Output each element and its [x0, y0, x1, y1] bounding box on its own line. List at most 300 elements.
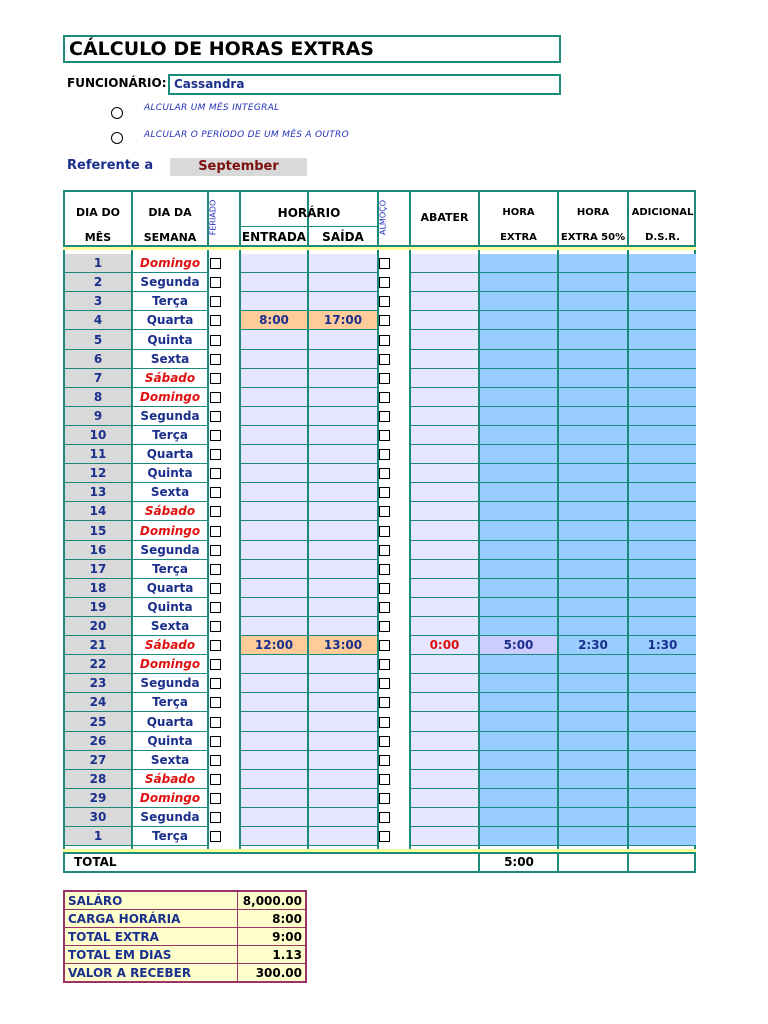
saida-cell[interactable] [309, 751, 377, 770]
entrada-cell[interactable] [241, 617, 307, 636]
dsr-cell [629, 674, 696, 693]
abater-cell[interactable] [411, 541, 478, 560]
entrada-cell[interactable] [241, 502, 307, 521]
day-of-month: 5 [65, 330, 131, 350]
summary-row [64, 891, 306, 910]
dsr-cell [629, 445, 696, 464]
header-hora-extra-2: EXTRA [500, 232, 537, 243]
entrada-cell[interactable] [241, 827, 307, 846]
day-of-month: 23 [65, 674, 131, 693]
hora-extra-cell [480, 560, 557, 579]
saida-cell[interactable] [309, 464, 377, 483]
weekday: Domingo [133, 521, 207, 541]
feriado-checkbox[interactable] [210, 583, 221, 594]
feriado-checkbox[interactable] [210, 545, 221, 556]
feriado-checkbox[interactable] [210, 526, 221, 537]
entrada-cell[interactable] [241, 674, 307, 693]
almoco-checkbox[interactable] [379, 564, 390, 575]
header-dia-semana-2: SEMANA [143, 231, 197, 244]
summary-value: 300.00 [238, 964, 307, 983]
abater-cell[interactable] [411, 388, 478, 407]
almoco-checkbox[interactable] [379, 697, 390, 708]
feriado-checkbox[interactable] [210, 640, 221, 651]
saida-cell[interactable] [309, 330, 377, 350]
abater-cell[interactable] [411, 617, 478, 636]
dsr-cell [629, 655, 696, 674]
extra50-cell [559, 674, 627, 693]
saida-cell[interactable] [309, 827, 377, 846]
abater-cell[interactable]: 0:00 [411, 636, 478, 655]
feriado-checkbox[interactable] [210, 449, 221, 460]
dsr-cell [629, 579, 696, 598]
summary-row [64, 928, 306, 946]
abater-cell[interactable] [411, 674, 478, 693]
radio-month-period[interactable] [111, 132, 123, 144]
saida-cell[interactable] [309, 521, 377, 541]
saida-cell[interactable] [309, 483, 377, 502]
saida-cell[interactable] [309, 502, 377, 521]
day-of-month: 10 [65, 426, 131, 445]
almoco-checkbox[interactable] [379, 354, 390, 365]
hora-extra-cell [480, 445, 557, 464]
extra50-cell [559, 445, 627, 464]
summary-value: 8:00 [238, 910, 307, 928]
hora-extra-cell [480, 273, 557, 292]
almoco-checkbox[interactable] [379, 430, 390, 441]
almoco-checkbox[interactable] [379, 277, 390, 288]
weekday: Sexta [133, 483, 207, 502]
entrada-cell[interactable] [241, 789, 307, 808]
almoco-checkbox[interactable] [379, 468, 390, 479]
abater-cell[interactable] [411, 350, 478, 369]
almoco-checkbox[interactable] [379, 545, 390, 556]
weekday: Domingo [133, 655, 207, 674]
abater-cell[interactable] [411, 827, 478, 846]
abater-cell[interactable] [411, 712, 478, 732]
feriado-checkbox[interactable] [210, 697, 221, 708]
hora-extra-cell: 5:00 [480, 636, 557, 655]
almoco-checkbox[interactable] [379, 755, 390, 766]
day-of-month: 15 [65, 521, 131, 541]
summary-label: TOTAL EM DIAS [64, 946, 238, 964]
day-of-month: 13 [65, 483, 131, 502]
extra50-cell [559, 483, 627, 502]
header-dia-mes-2: MÊS [84, 231, 112, 244]
extra50-cell [559, 732, 627, 751]
abater-cell[interactable] [411, 789, 478, 808]
almoco-checkbox[interactable] [379, 583, 390, 594]
feriado-checkbox[interactable] [210, 812, 221, 823]
saida-cell[interactable] [309, 712, 377, 732]
almoco-checkbox[interactable] [379, 793, 390, 804]
entrada-cell[interactable] [241, 751, 307, 770]
extra50-cell [559, 617, 627, 636]
abater-cell[interactable] [411, 560, 478, 579]
saida-cell[interactable] [309, 407, 377, 426]
hora-extra-cell [480, 388, 557, 407]
almoco-checkbox[interactable] [379, 678, 390, 689]
saida-cell[interactable] [309, 254, 377, 273]
weekday: Domingo [133, 789, 207, 808]
weekday: Quinta [133, 464, 207, 483]
entrada-cell[interactable]: 8:00 [241, 311, 307, 330]
feriado-checkbox[interactable] [210, 717, 221, 728]
summary-label: SALÁRO [64, 891, 238, 910]
feriado-checkbox[interactable] [210, 411, 221, 422]
extra50-cell [559, 751, 627, 770]
hora-extra-cell [480, 502, 557, 521]
day-of-month: 2 [65, 273, 131, 292]
abater-cell[interactable] [411, 579, 478, 598]
total-hora-extra: 5:00 [504, 855, 534, 869]
extra50-cell [559, 273, 627, 292]
saida-cell[interactable] [309, 732, 377, 751]
abater-cell[interactable] [411, 751, 478, 770]
dsr-cell [629, 388, 696, 407]
dsr-cell [629, 732, 696, 751]
almoco-checkbox[interactable] [379, 736, 390, 747]
extra50-cell [559, 464, 627, 483]
saida-cell[interactable]: 17:00 [309, 311, 377, 330]
feriado-checkbox[interactable] [210, 755, 221, 766]
day-of-month: 20 [65, 617, 131, 636]
abater-cell[interactable] [411, 598, 478, 617]
almoco-checkbox[interactable] [379, 831, 390, 842]
entrada-cell[interactable] [241, 655, 307, 674]
almoco-checkbox[interactable] [379, 717, 390, 728]
saida-cell[interactable] [309, 674, 377, 693]
entrada-cell[interactable]: 12:00 [241, 636, 307, 655]
dsr-cell: 1:30 [629, 636, 696, 655]
feriado-checkbox[interactable] [210, 392, 221, 403]
dsr-cell [629, 693, 696, 712]
hora-extra-cell [480, 808, 557, 827]
extra50-cell [559, 521, 627, 541]
abater-cell[interactable] [411, 330, 478, 350]
saida-cell[interactable] [309, 693, 377, 712]
dsr-cell [629, 292, 696, 311]
hora-extra-cell [480, 426, 557, 445]
abater-cell[interactable] [411, 254, 478, 273]
summary-table [63, 890, 307, 983]
day-of-month: 1 [65, 827, 131, 846]
entrada-cell[interactable] [241, 292, 307, 311]
summary-row [64, 964, 306, 983]
header-hora-extra-1: HORA [502, 207, 535, 218]
day-of-month: 17 [65, 560, 131, 579]
dsr-cell [629, 521, 696, 541]
weekday: Domingo [133, 254, 207, 273]
extra50-cell [559, 655, 627, 674]
dsr-cell [629, 770, 696, 789]
feriado-checkbox[interactable] [210, 736, 221, 747]
feriado-checkbox[interactable] [210, 277, 221, 288]
abater-cell[interactable] [411, 655, 478, 674]
total-label: TOTAL [74, 855, 117, 869]
header-feriado: FERIADO [208, 199, 218, 236]
hora-extra-cell [480, 789, 557, 808]
entrada-cell[interactable] [241, 579, 307, 598]
almoco-checkbox[interactable] [379, 621, 390, 632]
dsr-cell [629, 330, 696, 350]
almoco-checkbox[interactable] [379, 640, 390, 651]
total-divider [557, 852, 559, 873]
weekday: Terça [133, 693, 207, 712]
header-extra50-1: HORA [576, 207, 610, 218]
header-dia-semana-1: DIA DA [148, 206, 192, 219]
radio-month-integral[interactable] [111, 107, 123, 119]
feriado-checkbox[interactable] [210, 659, 221, 670]
entrada-cell[interactable] [241, 598, 307, 617]
referente-month-field[interactable] [170, 158, 307, 176]
saida-cell[interactable] [309, 655, 377, 674]
hora-extra-cell [480, 598, 557, 617]
hora-extra-cell [480, 330, 557, 350]
dsr-cell [629, 311, 696, 330]
abater-cell[interactable] [411, 464, 478, 483]
saida-cell[interactable] [309, 388, 377, 407]
dsr-cell [629, 464, 696, 483]
saida-cell[interactable] [309, 789, 377, 808]
hora-extra-cell [480, 579, 557, 598]
entrada-cell[interactable] [241, 732, 307, 751]
hora-extra-cell [480, 407, 557, 426]
hora-extra-cell [480, 483, 557, 502]
almoco-checkbox[interactable] [379, 774, 390, 785]
saida-cell[interactable] [309, 292, 377, 311]
header-horario: HORÁRIO [277, 206, 341, 220]
abater-cell[interactable] [411, 407, 478, 426]
summary-row [64, 910, 306, 928]
dsr-cell [629, 789, 696, 808]
entrada-cell[interactable] [241, 388, 307, 407]
saida-cell[interactable] [309, 770, 377, 789]
entrada-cell[interactable] [241, 464, 307, 483]
hora-extra-cell [480, 827, 557, 846]
funcionario-value: Cassandra [174, 77, 245, 91]
feriado-checkbox[interactable] [210, 468, 221, 479]
feriado-checkbox[interactable] [210, 373, 221, 384]
almoco-checkbox[interactable] [379, 526, 390, 537]
dsr-cell [629, 712, 696, 732]
header-entrada: ENTRADA [241, 230, 307, 244]
extra50-cell: 2:30 [559, 636, 627, 655]
entrada-cell[interactable] [241, 483, 307, 502]
extra50-cell [559, 292, 627, 311]
summary-label: CARGA HORÁRIA [64, 910, 238, 928]
weekday: Terça [133, 560, 207, 579]
entrada-cell[interactable] [241, 693, 307, 712]
saida-cell[interactable] [309, 445, 377, 464]
day-of-month: 21 [65, 636, 131, 655]
dsr-cell [629, 751, 696, 770]
weekday: Sábado [133, 636, 207, 655]
hora-extra-cell [480, 712, 557, 732]
abater-cell[interactable] [411, 521, 478, 541]
hora-extra-cell [480, 751, 557, 770]
feriado-checkbox[interactable] [210, 430, 221, 441]
weekday: Domingo [133, 388, 207, 407]
extra50-cell [559, 541, 627, 560]
option-month-period-label: ALCULAR O PERÍODO DE UM MÊS A OUTRO [144, 130, 349, 140]
entrada-cell[interactable] [241, 808, 307, 827]
day-of-month: 27 [65, 751, 131, 770]
weekday: Sexta [133, 350, 207, 369]
entrada-cell[interactable] [241, 407, 307, 426]
day-of-month: 8 [65, 388, 131, 407]
almoco-checkbox[interactable] [379, 506, 390, 517]
saida-cell[interactable] [309, 426, 377, 445]
almoco-checkbox[interactable] [379, 659, 390, 670]
saida-cell[interactable] [309, 808, 377, 827]
hora-extra-cell [480, 464, 557, 483]
almoco-checkbox[interactable] [379, 315, 390, 326]
abater-cell[interactable] [411, 369, 478, 388]
funcionario-field[interactable] [168, 74, 561, 95]
weekday: Terça [133, 292, 207, 311]
feriado-checkbox[interactable] [210, 258, 221, 269]
hora-extra-cell [480, 254, 557, 273]
dsr-cell [629, 808, 696, 827]
saida-cell[interactable] [309, 369, 377, 388]
extra50-cell [559, 254, 627, 273]
abater-cell[interactable] [411, 273, 478, 292]
day-of-month: 26 [65, 732, 131, 751]
abater-cell[interactable] [411, 808, 478, 827]
entrada-cell[interactable] [241, 712, 307, 732]
weekday: Terça [133, 426, 207, 445]
weekday: Quinta [133, 598, 207, 617]
entrada-cell[interactable] [241, 426, 307, 445]
saida-cell[interactable] [309, 273, 377, 292]
weekday: Sábado [133, 770, 207, 789]
dsr-cell [629, 254, 696, 273]
entrada-cell[interactable] [241, 445, 307, 464]
weekday: Sábado [133, 502, 207, 521]
abater-cell[interactable] [411, 445, 478, 464]
header-almoco: ALMOÇO [378, 200, 388, 236]
abater-cell[interactable] [411, 770, 478, 789]
saida-cell[interactable]: 13:00 [309, 636, 377, 655]
entrada-cell[interactable] [241, 369, 307, 388]
almoco-checkbox[interactable] [379, 392, 390, 403]
extra50-cell [559, 789, 627, 808]
almoco-checkbox[interactable] [379, 487, 390, 498]
almoco-checkbox[interactable] [379, 258, 390, 269]
hora-extra-cell [480, 541, 557, 560]
extra50-cell [559, 770, 627, 789]
feriado-checkbox[interactable] [210, 793, 221, 804]
feriado-checkbox[interactable] [210, 506, 221, 517]
extra50-cell [559, 560, 627, 579]
weekday: Sábado [133, 369, 207, 388]
feriado-checkbox[interactable] [210, 315, 221, 326]
feriado-checkbox[interactable] [210, 602, 221, 613]
hora-extra-cell [480, 311, 557, 330]
day-of-month: 1 [65, 254, 131, 273]
entrada-cell[interactable] [241, 560, 307, 579]
almoco-checkbox[interactable] [379, 373, 390, 384]
almoco-checkbox[interactable] [379, 449, 390, 460]
weekday: Segunda [133, 407, 207, 426]
extra50-cell [559, 330, 627, 350]
extra50-cell [559, 579, 627, 598]
almoco-checkbox[interactable] [379, 411, 390, 422]
entrada-cell[interactable] [241, 254, 307, 273]
total-divider [627, 852, 629, 873]
feriado-checkbox[interactable] [210, 354, 221, 365]
abater-cell[interactable] [411, 732, 478, 751]
day-of-month: 29 [65, 789, 131, 808]
horario-divider [239, 226, 377, 227]
almoco-checkbox[interactable] [379, 335, 390, 346]
dsr-cell [629, 426, 696, 445]
weekday: Segunda [133, 674, 207, 693]
dsr-cell [629, 541, 696, 560]
dsr-cell [629, 560, 696, 579]
abater-cell[interactable] [411, 483, 478, 502]
abater-cell[interactable] [411, 311, 478, 330]
abater-cell[interactable] [411, 502, 478, 521]
abater-cell[interactable] [411, 693, 478, 712]
header-abater: ABATER [420, 211, 469, 224]
almoco-checkbox[interactable] [379, 296, 390, 307]
day-of-month: 9 [65, 407, 131, 426]
weekday: Segunda [133, 273, 207, 292]
day-of-month: 25 [65, 712, 131, 732]
entrada-cell[interactable] [241, 330, 307, 350]
almoco-checkbox[interactable] [379, 812, 390, 823]
saida-cell[interactable] [309, 598, 377, 617]
summary-value: 1.13 [238, 946, 307, 964]
entrada-cell[interactable] [241, 273, 307, 292]
entrada-cell[interactable] [241, 770, 307, 789]
saida-cell[interactable] [309, 560, 377, 579]
funcionario-label: FUNCIONÁRIO: [67, 76, 167, 90]
entrada-cell[interactable] [241, 541, 307, 560]
almoco-checkbox[interactable] [379, 602, 390, 613]
summary-row [64, 946, 306, 964]
dsr-cell [629, 369, 696, 388]
saida-cell[interactable] [309, 579, 377, 598]
weekday: Segunda [133, 808, 207, 827]
feriado-checkbox[interactable] [210, 487, 221, 498]
abater-cell[interactable] [411, 426, 478, 445]
header-extra50-2: EXTRA 50% [560, 232, 626, 243]
feriado-checkbox[interactable] [210, 335, 221, 346]
feriado-checkbox[interactable] [210, 774, 221, 785]
day-of-month: 3 [65, 292, 131, 311]
extra50-cell [559, 350, 627, 369]
day-of-month: 24 [65, 693, 131, 712]
saida-cell[interactable] [309, 617, 377, 636]
saida-cell[interactable] [309, 350, 377, 369]
entrada-cell[interactable] [241, 350, 307, 369]
feriado-checkbox[interactable] [210, 564, 221, 575]
day-of-month: 16 [65, 541, 131, 560]
hora-extra-cell [480, 350, 557, 369]
page-title: CÁLCULO DE HORAS EXTRAS [69, 38, 374, 60]
dsr-cell [629, 502, 696, 521]
feriado-checkbox[interactable] [210, 678, 221, 689]
weekday: Quarta [133, 579, 207, 598]
feriado-checkbox[interactable] [210, 296, 221, 307]
saida-cell[interactable] [309, 541, 377, 560]
feriado-checkbox[interactable] [210, 831, 221, 842]
feriado-checkbox[interactable] [210, 621, 221, 632]
entrada-cell[interactable] [241, 521, 307, 541]
abater-cell[interactable] [411, 292, 478, 311]
